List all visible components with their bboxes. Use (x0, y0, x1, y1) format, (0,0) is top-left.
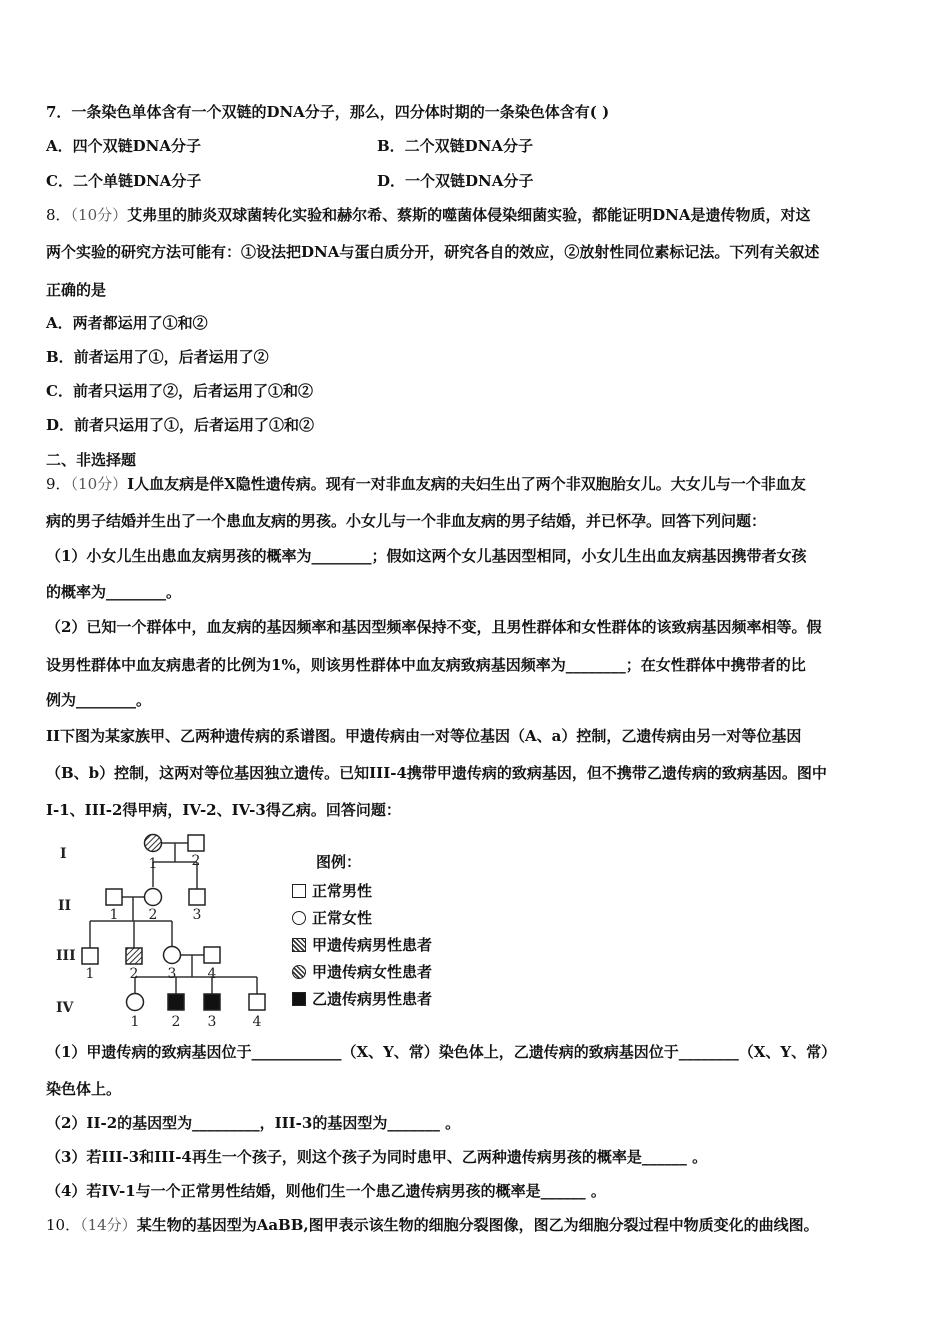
q9-s3: （3）若III-3和III-4再生一个孩子，则这个孩子为同时患甲、乙两种遗传病男孩的概率是______ 。 (46, 1148, 708, 1166)
IV-3-male-disease-b (204, 994, 220, 1010)
legend-normal-male (292, 881, 372, 901)
q7-option-b: B．二个双链DNA分子 (377, 137, 534, 155)
legend-label: 乙遗传病男性患者 (312, 990, 433, 1008)
II-3-label: 3 (192, 907, 202, 923)
legend-normal-female (292, 908, 372, 928)
legend-disease-b-male (292, 989, 432, 1009)
gen-label-III: III (56, 948, 76, 964)
III-4-male-normal (204, 947, 220, 963)
III-1-label: 1 (85, 966, 95, 982)
q9-p2a: （2）已知一个群体中，血友病的基因频率和基因型频率保持不变，且男性群体和女性群体的该致病基因频率相等。假 (46, 618, 822, 636)
q7-option-d: D．一个双链DNA分子 (377, 172, 534, 190)
q9-text1: I人血友病是伴X隐性遗传病。现有一对非血友病的夫妇生出了两个非双胞胎女儿。大女儿与一个非血友 (127, 475, 806, 493)
II-1-label: 1 (109, 907, 119, 923)
q9-s4: （4）若IV-1与一个正常男性结婚，则他们生一个患乙遗传病男孩的概率是______ 。 (46, 1182, 606, 1200)
III-2-male-disease-a (126, 948, 142, 964)
filled-square-icon (292, 992, 306, 1006)
q8-text1: 艾弗里的肺炎双球菌转化实验和赫尔希、蔡斯的噬菌体侵染细菌实验，都能证明DNA是遗传物质，对这 (127, 206, 811, 224)
q10-text1: 某生物的基因型为AaBB,图甲表示该生物的细胞分裂图像，图乙为细胞分裂过程中物质变化的曲线图。 (136, 1216, 819, 1234)
III-3-female-normal (164, 947, 181, 964)
q8-option-d: D．前者只运用了①，后者运用了①和② (46, 416, 315, 434)
IV-1-female-normal (127, 994, 144, 1011)
legend-disease-a-female (292, 962, 432, 982)
q9-p2c: 例为________。 (46, 691, 152, 709)
q8-number: 8． (46, 206, 71, 224)
I-2-label: 2 (191, 853, 201, 869)
q10-score: （14分） (80, 1216, 137, 1234)
legend-disease-a-male (292, 935, 432, 955)
q9-p2b: 设男性群体中血友病患者的比例为1%，则该男性群体中血友病致病基因频率为________；在女性群体中携带者的比 (46, 656, 806, 674)
section-heading: 二、非选择题 (46, 451, 137, 469)
q8-option-b: B．前者运用了①，后者运用了② (46, 348, 269, 366)
IV-4-male-normal (249, 994, 265, 1010)
q8-score: （10分） (70, 206, 128, 224)
III-4-label: 4 (207, 966, 217, 982)
legend-label: 甲遗传病女性患者 (312, 963, 433, 981)
q8-option-a: A．两者都运用了①和② (46, 314, 208, 332)
gen-label-II: II (58, 898, 72, 914)
q9-s1a: （1）甲遗传病的致病基因位于____________（X、Y、常）染色体上，乙遗传病的致病基因位于________（X、Y、常） (46, 1043, 837, 1061)
q7-option-c: C．二个单链DNA分子 (46, 172, 202, 190)
q9-ii-line1: II下图为某家族甲、乙两种遗传病的系谱图。甲遗传病由一对等位基因（A、a）控制，乙遗传病由另一对等位基因 (46, 727, 802, 745)
II-2-label: 2 (148, 907, 158, 923)
square-icon (292, 884, 306, 898)
IV-4-label: 4 (252, 1014, 262, 1030)
IV-3-label: 3 (207, 1014, 217, 1030)
q8-line1 (46, 205, 811, 225)
I-1-label: 1 (148, 856, 158, 872)
q10-number: 10． (46, 1216, 81, 1234)
circle-icon (292, 911, 306, 925)
III-2-label: 2 (129, 966, 139, 982)
hatched-square-icon (292, 938, 306, 952)
III-1-male-normal (82, 948, 98, 964)
q9-line2: 病的男子结婚并生出了一个患血友病的男孩。小女儿与一个非血友病的男子结婚，并已怀孕。回答下列问题： (46, 512, 767, 530)
q9-s2: （2）II-2的基因型为_________，III-3的基因型为_______ 。 (46, 1114, 461, 1132)
II-2-female-normal (145, 889, 162, 906)
legend-label: 正常女性 (312, 909, 373, 927)
q10-line1 (46, 1215, 819, 1235)
q9-line1 (46, 474, 806, 494)
q7-option-a: A．四个双链DNA分子 (46, 137, 201, 155)
q9-ii-line2: （B、b）控制，这两对等位基因独立遗传。已知III-4携带甲遗传病的致病基因，但不携带乙遗传病的致病基因。图中 (46, 764, 827, 782)
q7-stem: 7．一条染色单体含有一个双链的DNA分子，那么，四分体时期的一条染色体含有( ) (46, 103, 610, 121)
I-2-male-normal (188, 835, 204, 851)
hatched-circle-icon (292, 965, 306, 979)
III-3-label: 3 (167, 966, 177, 982)
gen-label-IV: IV (56, 1000, 74, 1016)
q9-s1b: 染色体上。 (46, 1080, 122, 1098)
II-1-male-normal (106, 889, 122, 905)
q9-p1b: 的概率为________。 (46, 583, 182, 601)
IV-2-label: 2 (171, 1014, 181, 1030)
q8-line3: 正确的是 (46, 281, 107, 299)
legend-label: 正常男性 (312, 882, 373, 900)
q9-ii-line3: I-1、III-2得甲病，IV-2、IV-3得乙病。回答问题： (46, 801, 401, 819)
gen-label-I: I (60, 846, 67, 862)
II-3-male-normal (189, 889, 205, 905)
IV-1-label: 1 (130, 1014, 140, 1030)
q9-score: （10分） (70, 475, 128, 493)
legend-label: 甲遗传病男性患者 (312, 936, 433, 954)
q9-number: 9． (46, 475, 71, 493)
IV-2-male-disease-b (168, 994, 184, 1010)
q8-option-c: C．前者只运用了②，后者运用了①和② (46, 382, 313, 400)
I-1-female-disease-a (145, 835, 162, 852)
pedigree-chart (46, 826, 286, 1036)
q9-p1a: （1）小女儿生出患血友病男孩的概率为________；假如这两个女儿基因型相同，小女儿生出血友病基因携带者女孩 (46, 547, 807, 565)
q8-line2: 两个实验的研究方法可能有：①设法把DNA与蛋白质分开，研究各自的效应，②放射性同位素标记法。下列有关叙述 (46, 243, 820, 261)
legend-title: 图例： (316, 853, 362, 871)
